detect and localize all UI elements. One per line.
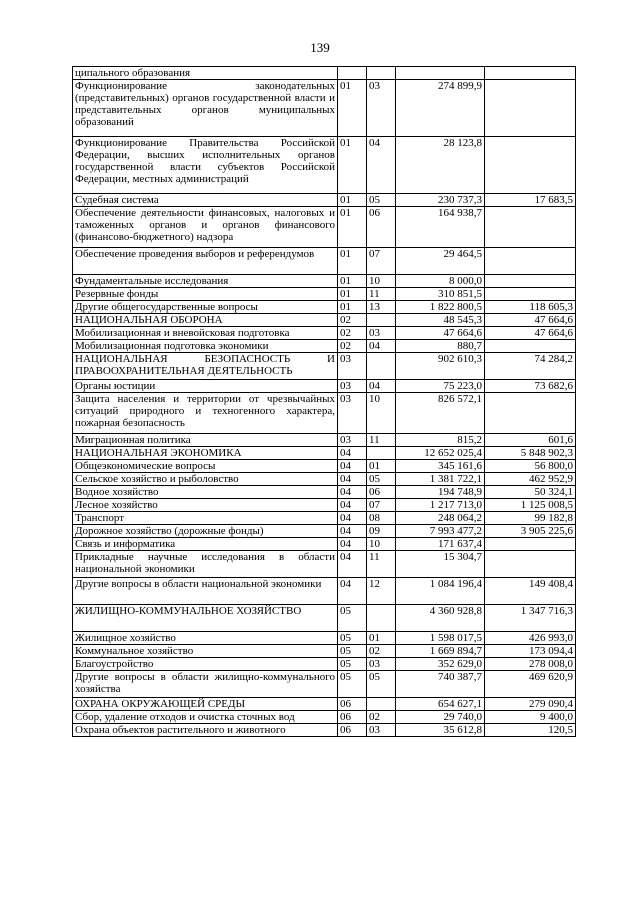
row-name: Сбор, удаление отходов и очистка сточных вод	[73, 711, 338, 724]
row-name: Функционирование Правительства Российской Федерации, высших исполнительных органов государственной власти субъектов Российской Федерации, местных администраций	[73, 137, 338, 194]
row-subvention-amount	[485, 393, 576, 434]
row-section-code: 04	[338, 447, 367, 460]
table-row	[73, 393, 576, 434]
row-subvention-amount	[485, 248, 576, 275]
row-section-code: 03	[338, 393, 367, 434]
row-subsection-code: 07	[367, 499, 396, 512]
row-amount: 1 381 722,1	[396, 473, 485, 486]
row-name: Судебная система	[73, 194, 338, 207]
row-subvention-amount	[485, 340, 576, 353]
table-row	[73, 301, 576, 314]
row-amount: 1 822 800,5	[396, 301, 485, 314]
row-amount: 194 748,9	[396, 486, 485, 499]
row-section-code: 06	[338, 698, 367, 711]
row-subvention-amount: 5 848 902,3	[485, 447, 576, 460]
row-subsection-code: 13	[367, 301, 396, 314]
row-name: НАЦИОНАЛЬНАЯ БЕЗОПАСНОСТЬ И ПРАВООХРАНИТЕЛЬНАЯ ДЕЯТЕЛЬНОСТЬ	[73, 353, 338, 380]
table-row	[73, 486, 576, 499]
row-section-code: 04	[338, 578, 367, 605]
row-amount: 4 360 928,8	[396, 605, 485, 632]
table-row	[73, 460, 576, 473]
row-subsection-code: 05	[367, 671, 396, 698]
row-name: ОХРАНА ОКРУЖАЮЩЕЙ СРЕДЫ	[73, 698, 338, 711]
row-section-code: 04	[338, 538, 367, 551]
table-row	[73, 380, 576, 393]
table-row	[73, 327, 576, 340]
row-name: НАЦИОНАЛЬНАЯ ЭКОНОМИКА	[73, 447, 338, 460]
table-row	[73, 724, 576, 737]
row-amount: 815,2	[396, 434, 485, 447]
row-name: Связь и информатика	[73, 538, 338, 551]
row-amount: 29 464,5	[396, 248, 485, 275]
row-subvention-amount: 173 094,4	[485, 645, 576, 658]
row-subsection-code: 06	[367, 486, 396, 499]
row-subsection-code: 01	[367, 632, 396, 645]
row-name: Другие вопросы в области национальной экономики	[73, 578, 338, 605]
row-subvention-amount: 469 620,9	[485, 671, 576, 698]
row-subsection-code	[367, 67, 396, 80]
row-amount: 48 545,3	[396, 314, 485, 327]
row-name: Органы юстиции	[73, 380, 338, 393]
row-subsection-code: 12	[367, 578, 396, 605]
row-subvention-amount: 426 993,0	[485, 632, 576, 645]
row-name: Общеэкономические вопросы	[73, 460, 338, 473]
row-subvention-amount	[485, 137, 576, 194]
row-subvention-amount	[485, 67, 576, 80]
row-amount: 310 851,5	[396, 288, 485, 301]
row-section-code: 05	[338, 671, 367, 698]
row-section-code: 03	[338, 434, 367, 447]
row-name: НАЦИОНАЛЬНАЯ ОБОРОНА	[73, 314, 338, 327]
row-amount: 1 084 196,4	[396, 578, 485, 605]
row-subvention-amount: 73 682,6	[485, 380, 576, 393]
row-subvention-amount: 56 800,0	[485, 460, 576, 473]
row-section-code: 01	[338, 207, 367, 248]
row-amount: 171 637,4	[396, 538, 485, 551]
row-section-code: 04	[338, 512, 367, 525]
row-subsection-code: 10	[367, 538, 396, 551]
table-row	[73, 275, 576, 288]
table-row	[73, 434, 576, 447]
row-subsection-code	[367, 447, 396, 460]
row-name: Коммунальное хозяйство	[73, 645, 338, 658]
row-section-code: 03	[338, 353, 367, 380]
row-subsection-code: 04	[367, 340, 396, 353]
row-amount: 902 610,3	[396, 353, 485, 380]
row-name: Прикладные научные исследования в области национальной экономики	[73, 551, 338, 578]
row-subvention-amount: 149 408,4	[485, 578, 576, 605]
table-row	[73, 248, 576, 275]
row-subvention-amount	[485, 288, 576, 301]
row-section-code: 05	[338, 632, 367, 645]
row-amount: 230 737,3	[396, 194, 485, 207]
row-subsection-code: 07	[367, 248, 396, 275]
row-subvention-amount: 1 125 008,5	[485, 499, 576, 512]
table-row	[73, 288, 576, 301]
row-section-code: 04	[338, 473, 367, 486]
table-row	[73, 353, 576, 380]
row-name: Водное хозяйство	[73, 486, 338, 499]
row-amount: 654 627,1	[396, 698, 485, 711]
row-subvention-amount: 3 905 225,6	[485, 525, 576, 538]
row-amount: 35 612,8	[396, 724, 485, 737]
row-name: Миграционная политика	[73, 434, 338, 447]
table-row	[73, 473, 576, 486]
row-subsection-code: 06	[367, 207, 396, 248]
row-name: ципального образования	[73, 67, 338, 80]
row-amount: 880,7	[396, 340, 485, 353]
row-name: Транспорт	[73, 512, 338, 525]
table-row	[73, 658, 576, 671]
row-amount: 352 629,0	[396, 658, 485, 671]
row-section-code: 01	[338, 248, 367, 275]
row-section-code: 05	[338, 605, 367, 632]
page-number: 139	[310, 40, 330, 55]
row-subvention-amount: 120,5	[485, 724, 576, 737]
row-name: Охрана объектов растительного и животного	[73, 724, 338, 737]
row-subvention-amount	[485, 80, 576, 137]
row-subsection-code: 09	[367, 525, 396, 538]
row-amount: 345 161,6	[396, 460, 485, 473]
row-subvention-amount	[485, 551, 576, 578]
row-subsection-code: 10	[367, 275, 396, 288]
row-amount: 29 740,0	[396, 711, 485, 724]
row-subvention-amount: 1 347 716,3	[485, 605, 576, 632]
row-name: Благоустройство	[73, 658, 338, 671]
row-section-code: 05	[338, 658, 367, 671]
table-row	[73, 525, 576, 538]
budget-table	[72, 66, 576, 737]
row-section-code	[338, 67, 367, 80]
table-row	[73, 605, 576, 632]
row-subsection-code	[367, 353, 396, 380]
row-amount: 164 938,7	[396, 207, 485, 248]
table-row	[73, 340, 576, 353]
row-subsection-code: 03	[367, 327, 396, 340]
table-row	[73, 447, 576, 460]
table-row	[73, 551, 576, 578]
row-amount: 274 899,9	[396, 80, 485, 137]
row-amount: 47 664,6	[396, 327, 485, 340]
row-amount: 15 304,7	[396, 551, 485, 578]
row-subsection-code: 11	[367, 551, 396, 578]
row-subvention-amount: 279 090,4	[485, 698, 576, 711]
row-amount: 75 223,0	[396, 380, 485, 393]
table-row	[73, 314, 576, 327]
row-subvention-amount: 17 683,5	[485, 194, 576, 207]
row-section-code: 05	[338, 645, 367, 658]
row-amount: 1 217 713,0	[396, 499, 485, 512]
row-subsection-code: 11	[367, 288, 396, 301]
row-subsection-code	[367, 605, 396, 632]
row-subvention-amount	[485, 275, 576, 288]
row-subsection-code: 03	[367, 80, 396, 137]
row-subsection-code: 05	[367, 194, 396, 207]
row-subvention-amount: 74 284,2	[485, 353, 576, 380]
row-subsection-code: 02	[367, 711, 396, 724]
row-name: Жилищное хозяйство	[73, 632, 338, 645]
row-subsection-code	[367, 698, 396, 711]
table-row	[73, 671, 576, 698]
row-amount: 12 652 025,4	[396, 447, 485, 460]
row-section-code: 01	[338, 275, 367, 288]
row-name: Другие общегосударственные вопросы	[73, 301, 338, 314]
row-subsection-code: 04	[367, 380, 396, 393]
row-section-code: 04	[338, 499, 367, 512]
row-subsection-code: 08	[367, 512, 396, 525]
table-body	[73, 67, 576, 737]
row-name: Защита населения и территории от чрезвычайных ситуаций природного и техногенного характера, пожарная безопасность	[73, 393, 338, 434]
row-amount: 8 000,0	[396, 275, 485, 288]
row-subvention-amount: 601,6	[485, 434, 576, 447]
row-subsection-code	[367, 314, 396, 327]
row-section-code: 04	[338, 486, 367, 499]
row-section-code: 06	[338, 711, 367, 724]
row-subsection-code: 05	[367, 473, 396, 486]
row-section-code: 06	[338, 724, 367, 737]
table-row	[73, 578, 576, 605]
table-row	[73, 499, 576, 512]
row-subvention-amount	[485, 207, 576, 248]
table-row	[73, 698, 576, 711]
row-subvention-amount: 462 952,9	[485, 473, 576, 486]
table-row	[73, 137, 576, 194]
table-row	[73, 538, 576, 551]
row-subvention-amount: 278 008,0	[485, 658, 576, 671]
row-name: Мобилизационная и вневойсковая подготовка	[73, 327, 338, 340]
row-section-code: 01	[338, 137, 367, 194]
row-name: Обеспечение проведения выборов и референдумов	[73, 248, 338, 275]
row-section-code: 01	[338, 80, 367, 137]
row-name: Лесное хозяйство	[73, 499, 338, 512]
row-amount: 1 669 894,7	[396, 645, 485, 658]
row-section-code: 04	[338, 525, 367, 538]
row-amount: 826 572,1	[396, 393, 485, 434]
table-row	[73, 67, 576, 80]
row-subvention-amount: 99 182,8	[485, 512, 576, 525]
row-name: Мобилизационная подготовка экономики	[73, 340, 338, 353]
row-subsection-code: 11	[367, 434, 396, 447]
row-name: ЖИЛИЩНО-КОММУНАЛЬНОЕ ХОЗЯЙСТВО	[73, 605, 338, 632]
row-section-code: 01	[338, 288, 367, 301]
row-section-code: 01	[338, 301, 367, 314]
row-section-code: 02	[338, 327, 367, 340]
table-row	[73, 80, 576, 137]
row-amount: 1 598 017,5	[396, 632, 485, 645]
table-row	[73, 207, 576, 248]
row-name: Другие вопросы в области жилищно-коммунального хозяйства	[73, 671, 338, 698]
row-subvention-amount: 50 324,1	[485, 486, 576, 499]
row-section-code: 01	[338, 194, 367, 207]
row-name: Обеспечение деятельности финансовых, налоговых и таможенных органов и органов финансового (финансово-бюджетного) надзора	[73, 207, 338, 248]
row-subsection-code: 03	[367, 724, 396, 737]
row-amount	[396, 67, 485, 80]
row-section-code: 02	[338, 314, 367, 327]
row-subvention-amount: 47 664,6	[485, 327, 576, 340]
row-subsection-code: 01	[367, 460, 396, 473]
row-subsection-code: 02	[367, 645, 396, 658]
table-row	[73, 194, 576, 207]
row-amount: 248 064,2	[396, 512, 485, 525]
row-name: Фундаментальные исследования	[73, 275, 338, 288]
row-subvention-amount: 47 664,6	[485, 314, 576, 327]
row-subsection-code: 03	[367, 658, 396, 671]
table-row	[73, 645, 576, 658]
row-name: Дорожное хозяйство (дорожные фонды)	[73, 525, 338, 538]
row-subsection-code: 04	[367, 137, 396, 194]
row-name: Резервные фонды	[73, 288, 338, 301]
row-section-code: 04	[338, 460, 367, 473]
table-row	[73, 711, 576, 724]
row-amount: 7 993 477,2	[396, 525, 485, 538]
row-section-code: 02	[338, 340, 367, 353]
row-amount: 28 123,8	[396, 137, 485, 194]
table-row	[73, 632, 576, 645]
table-row	[73, 512, 576, 525]
row-section-code: 03	[338, 380, 367, 393]
row-subsection-code: 10	[367, 393, 396, 434]
row-subvention-amount: 118 605,3	[485, 301, 576, 314]
row-subvention-amount	[485, 538, 576, 551]
row-name: Функционирование законодательных (представительных) органов государственной власти и представительных органов муниципальных образований	[73, 80, 338, 137]
row-amount: 740 387,7	[396, 671, 485, 698]
row-name: Сельское хозяйство и рыболовство	[73, 473, 338, 486]
row-section-code: 04	[338, 551, 367, 578]
row-subvention-amount: 9 400,0	[485, 711, 576, 724]
